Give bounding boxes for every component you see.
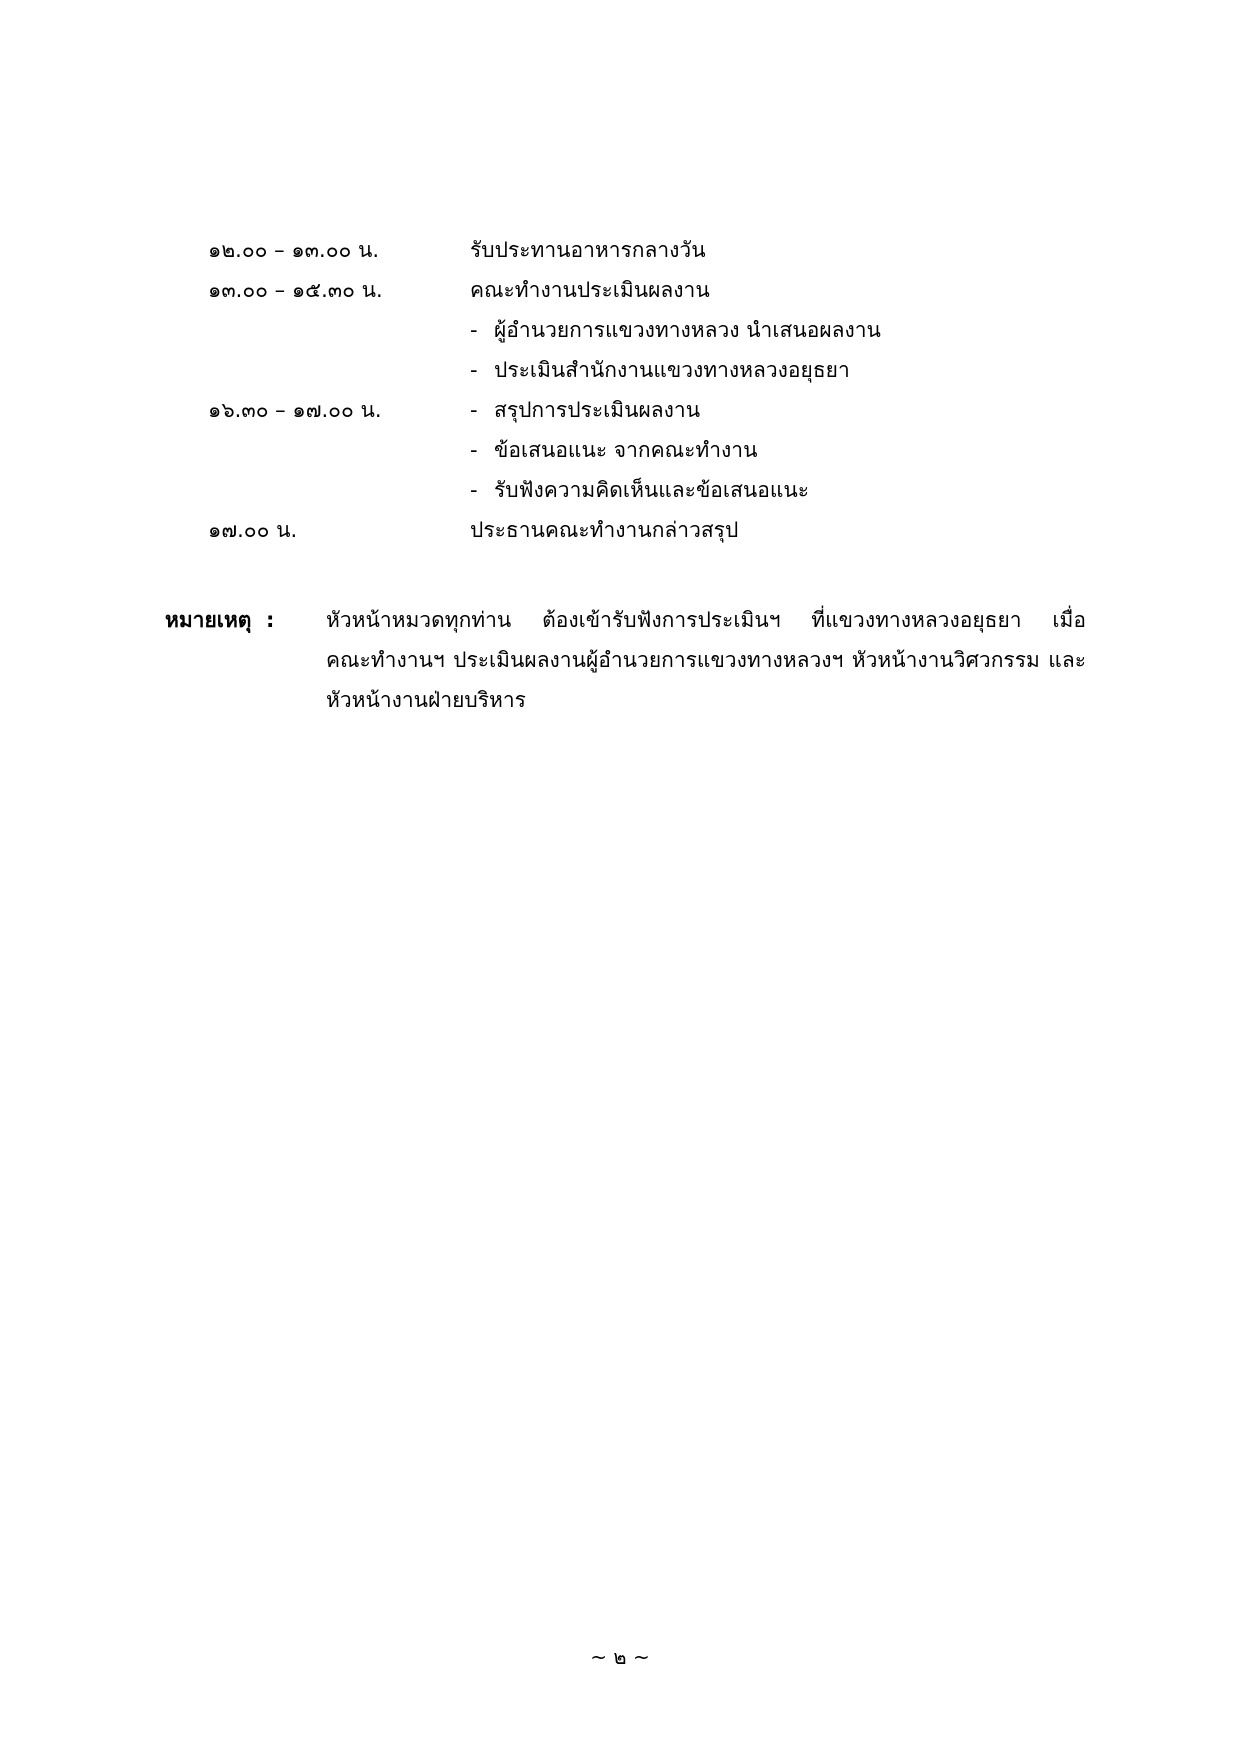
schedule-table: [0, 230, 1240, 550]
schedule-row: [0, 470, 1240, 510]
schedule-time: ๑๖.๓๐ – ๑๗.๐๐ น.: [208, 398, 382, 422]
schedule-description-text: ประเมินสำนักงานแขวงทางหลวงอยุธยา: [494, 358, 850, 382]
schedule-description-text: ประธานคณะทำงานกล่าวสรุป: [470, 518, 739, 542]
remark-line: คณะทำงานฯ ประเมินผลงานผู้อำนวยการแขวงทางหลวงฯ หัวหน้างานวิศวกรรม และ: [326, 648, 1086, 672]
schedule-description-text: รับฟังความคิดเห็นและข้อเสนอแนะ: [494, 478, 810, 502]
schedule-description: [470, 230, 706, 270]
schedule-description: [470, 470, 809, 510]
schedule-row: [0, 230, 1240, 270]
remark-line: หัวหน้าหมวดทุกท่าน ต้องเข้ารับฟังการประเมินฯ ที่แขวงทางหลวงอยุธยา เมื่อ: [326, 608, 1086, 632]
schedule-time: ๑๓.๐๐ – ๑๕.๓๐ น.: [208, 278, 383, 302]
schedule-row: [0, 510, 1240, 550]
page-number: ~ ๒ ~: [590, 1645, 650, 1669]
bullet-dash: -: [470, 318, 478, 342]
schedule-row: [0, 390, 1240, 430]
schedule-row: [0, 270, 1240, 310]
schedule-time: ๑๗.๐๐ น.: [208, 518, 298, 542]
schedule-description: [470, 310, 881, 350]
remark-line: หัวหน้างานฝ่ายบริหาร: [326, 688, 526, 712]
schedule-description: [470, 430, 757, 470]
schedule-description-text: คณะทำงานประเมินผลงาน: [470, 278, 710, 302]
schedule-description: [470, 350, 850, 390]
schedule-description-text: รับประทานอาหารกลางวัน: [470, 238, 706, 262]
remark-body: [326, 600, 1086, 720]
schedule-description: [470, 510, 738, 550]
schedule-row: [0, 350, 1240, 390]
schedule-description-text: ผู้อำนวยการแขวงทางหลวง นำเสนอผลงาน: [494, 318, 881, 342]
schedule-description: [470, 390, 700, 430]
remark-colon: :: [266, 608, 275, 632]
schedule-description-text: ข้อเสนอแนะ จากคณะทำงาน: [494, 438, 758, 462]
bullet-dash: -: [470, 398, 478, 422]
schedule-row: [0, 430, 1240, 470]
remark-label: หมายเหตุ: [165, 608, 252, 632]
schedule-description: [470, 270, 710, 310]
schedule-time: ๑๒.๐๐ – ๑๓.๐๐ น.: [208, 238, 380, 262]
schedule-description-text: สรุปการประเมินผลงาน: [494, 398, 701, 422]
schedule-row: [0, 310, 1240, 350]
bullet-dash: -: [470, 478, 478, 502]
bullet-dash: -: [470, 358, 478, 382]
bullet-dash: -: [470, 438, 478, 462]
